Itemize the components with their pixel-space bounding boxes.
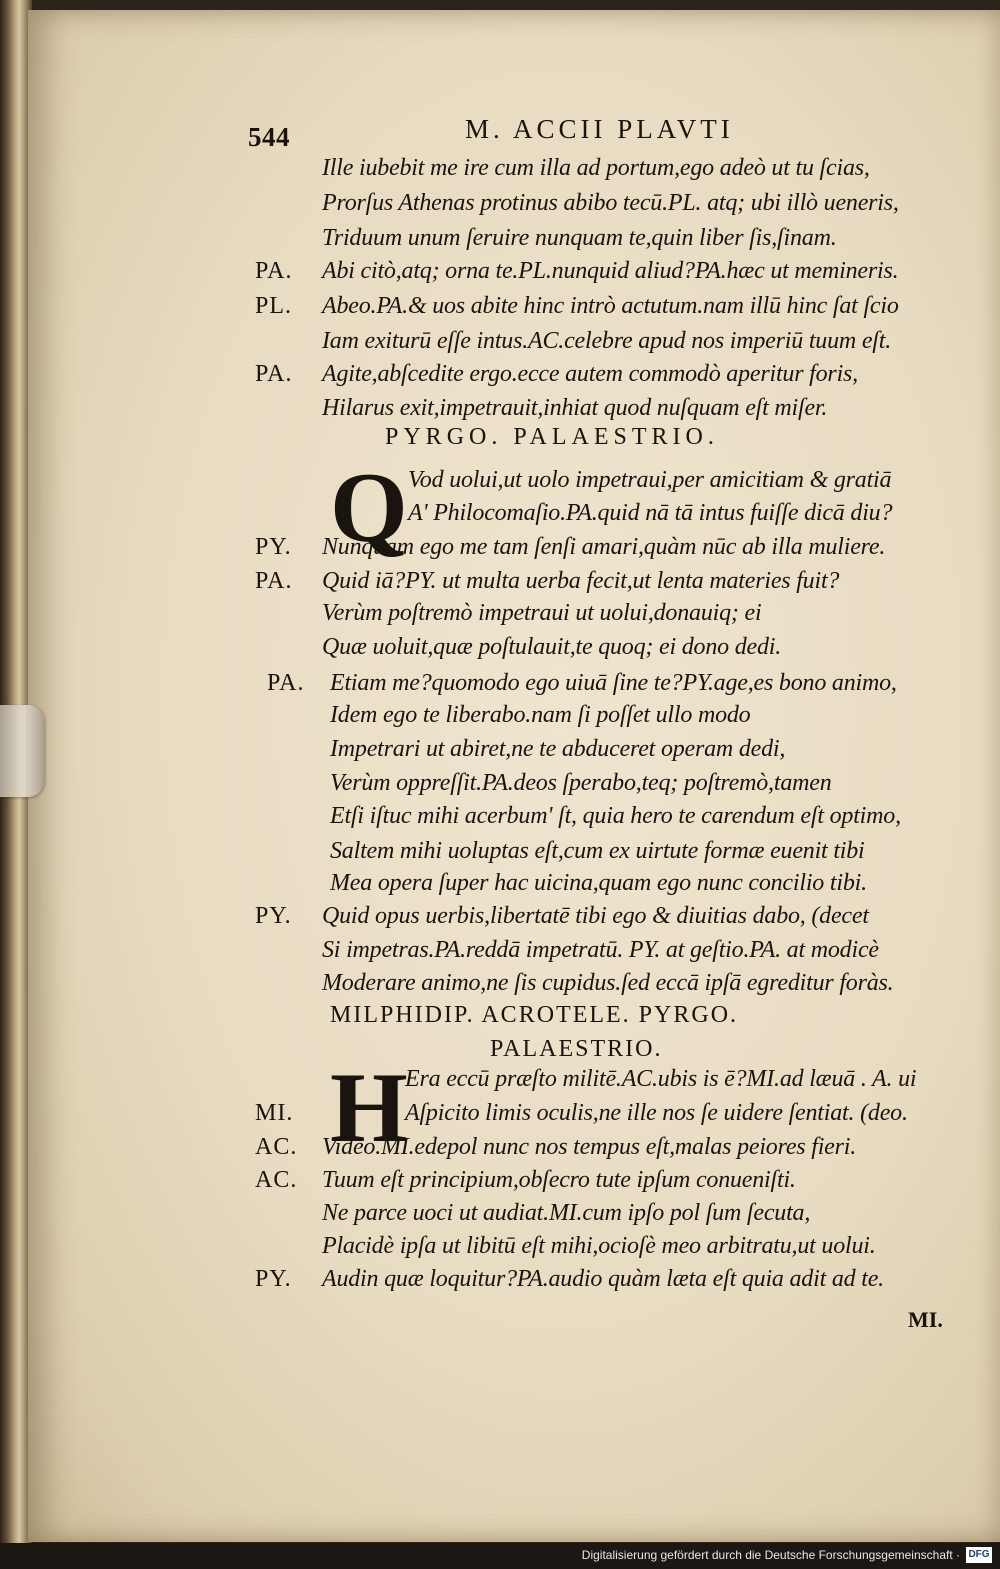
verse-line: Ille iubebit me ire cum illa ad portum,ego adeò ut tu ſcias, (322, 155, 870, 181)
speaker-label: AC. (255, 1167, 298, 1193)
scene-heading: PALAESTRIO. (490, 1036, 663, 1062)
verse-line: Quid opus uerbis,libertatē tibi ego & diuitias dabo, (decet (322, 903, 869, 929)
verse-line: Tuum eſt principium,obſecro tute ipſum conueniſti. (322, 1167, 796, 1193)
verse-line: Aſpicito limis oculis,ne ille nos ſe uidere ſentiat. (deo. (405, 1100, 908, 1126)
running-head: M. ACCII PLAVTI (465, 114, 734, 144)
speaker-label: PY. (255, 1266, 292, 1292)
verse-line: Etiam me?quomodo ego uiuā ſine te?PY.age,es bono animo, (330, 670, 897, 696)
verse-line: Mea opera ſuper hac uicina,quam ego nunc concilio tibi. (330, 870, 867, 896)
verse-line: Agite,abſcedite ergo.ecce autem commodò aperitur foris, (322, 361, 858, 387)
verse-line: Moderare animo,ne ſis cupidus.ſed eccā ipſā egreditur foràs. (322, 970, 894, 996)
verse-line: Quæ uoluit,quæ poſtulauit,te quoq; ei dono dedi. (322, 634, 782, 660)
verse-line: Etſi iſtuc mihi acerbum' ſt, quia hero te carendum eſt optimo, (330, 803, 901, 829)
verse-line: Iam exiturū eſſe intus.AC.celebre apud nos imperiū tuum eſt. (322, 328, 892, 354)
verse-line: Video.MI.edepol nunc nos tempus eſt,malas peiores fieri. (322, 1134, 857, 1160)
catchword: MI. (908, 1307, 943, 1332)
verse-line: Ne parce uoci ut audiat.MI.cum ipſo pol ſum ſecuta, (322, 1200, 811, 1226)
verse-line: A' Philocomaſio.PA.quid nā tā intus fuiſſe dicā diu? (408, 500, 893, 526)
drop-cap: H (330, 1052, 408, 1163)
verse-line: Abi citò,atq; orna te.PL.nunquid aliud?PA.hæc ut memineris. (322, 258, 899, 284)
verse-line: Hilarus exit,impetrauit,inhiat quod nuſquam eſt miſer. (322, 395, 828, 421)
scene-heading: MILPHIDIP. ACROTELE. PYRGO. (330, 1002, 739, 1028)
verse-line: Idem ego te liberabo.nam ſi poſſet ullo modo (330, 702, 751, 728)
verse-line: Vod uolui,ut uolo impetraui,per amicitiam & gratiā (408, 467, 892, 493)
speaker-label: PA. (255, 361, 293, 387)
speaker-label: PL. (255, 293, 293, 319)
speaker-label: PA. (255, 568, 293, 594)
verse-line: Audin quæ loquitur?PA.audio quàm læta eſt quia adit ad te. (322, 1266, 884, 1292)
speaker-label: PA. (267, 670, 305, 696)
drop-cap: Q (330, 452, 408, 563)
verse-line: Placidè ipſa ut libitū eſt mihi,ocioſè meo arbitratu,ut uolui. (322, 1233, 876, 1259)
dfg-logo: DFG (966, 1547, 992, 1563)
speaker-label: PY. (255, 534, 292, 560)
verse-line: Nunquam ego me tam ſenſi amari,quàm nūc ab illa muliere. (322, 534, 886, 560)
verse-line: Verùm poſtremò impetraui ut uolui,donauiq; ei (322, 600, 762, 626)
speaker-label: PY. (255, 903, 292, 929)
verse-line: Si impetras.PA.reddā impetratū. PY. at geſtio.PA. at modicè (322, 937, 879, 963)
verse-line: Verùm oppreſſit.PA.deos ſperabo,teq; poſtremò,tamen (330, 770, 832, 796)
verse-line: Impetrari ut abiret,ne te abduceret operam dedi, (330, 736, 786, 762)
verse-line: Triduum unum ſeruire nunquam te,quin liber ſis,ſinam. (322, 225, 837, 251)
page-clip (0, 705, 44, 797)
speaker-label: AC. (255, 1134, 298, 1160)
verse-line: Saltem mihi uoluptas eſt,cum ex uirtute formæ euenit tibi (330, 838, 865, 864)
verse-line: Quid iā?PY. ut multa uerba fecit,ut lenta materies fuit? (322, 568, 840, 594)
verse-line: Era eccū præſto militē.AC.ubis is ē?MI.ad læuā . A. ui (405, 1066, 917, 1092)
verse-line: Prorſus Athenas protinus abibo tecū.PL. atq; ubi illò ueneris, (322, 190, 899, 216)
page-number: 544 (248, 122, 290, 152)
footer-bar (0, 1543, 1000, 1569)
footer-text: Digitalisierung gefördert durch die Deutsche Forschungsgemeinschaft · (581, 1548, 960, 1562)
speaker-label: MI. (255, 1100, 294, 1126)
verse-line: Abeo.PA.& uos abite hinc intrò actutum.nam illū hinc ſat ſcio (322, 293, 899, 319)
speaker-label: PA. (255, 258, 293, 284)
scene-heading: PYRGO. PALAESTRIO. (385, 424, 719, 450)
